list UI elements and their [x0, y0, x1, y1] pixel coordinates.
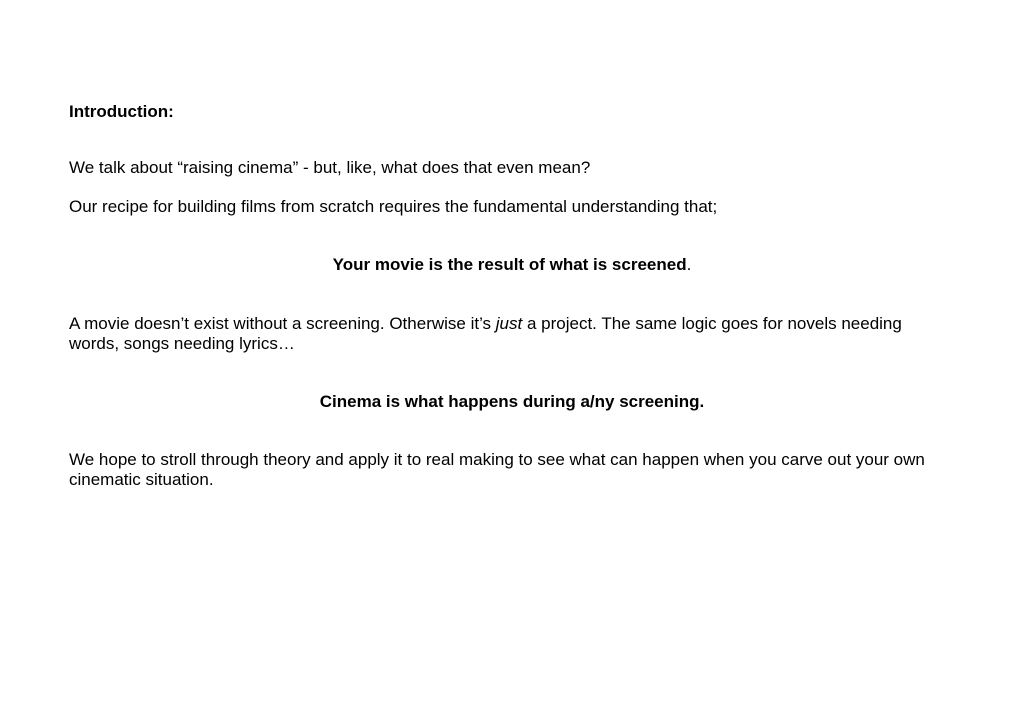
closing-paragraph: We hope to stroll through theory and apply it to real making to see what can happen when you carve out your own cinematic situation. — [69, 450, 925, 489]
screening-paragraph-start: A movie doesn’t exist without a screening. Otherwise it’s — [69, 314, 496, 333]
section-heading: Introduction: — [69, 102, 174, 121]
screening-paragraph — [69, 314, 955, 354]
callout-movie-result — [69, 255, 955, 275]
callout-movie-result-bold: Your movie is the result of what is screened — [332, 255, 687, 274]
intro-question-paragraph: We talk about “raising cinema” - but, like, what does that even mean? — [69, 158, 591, 177]
callout-cinema-definition: Cinema is what happens during a/ny screening. — [319, 392, 705, 411]
screening-paragraph-end: a project. The same logic goes for novels needing words, songs needing lyrics… — [69, 314, 902, 353]
screening-paragraph-emphasis: just — [495, 314, 523, 333]
recipe-paragraph: Our recipe for building films from scratch requires the fundamental understanding that; — [69, 197, 718, 216]
callout-movie-result-period: . — [686, 255, 692, 274]
